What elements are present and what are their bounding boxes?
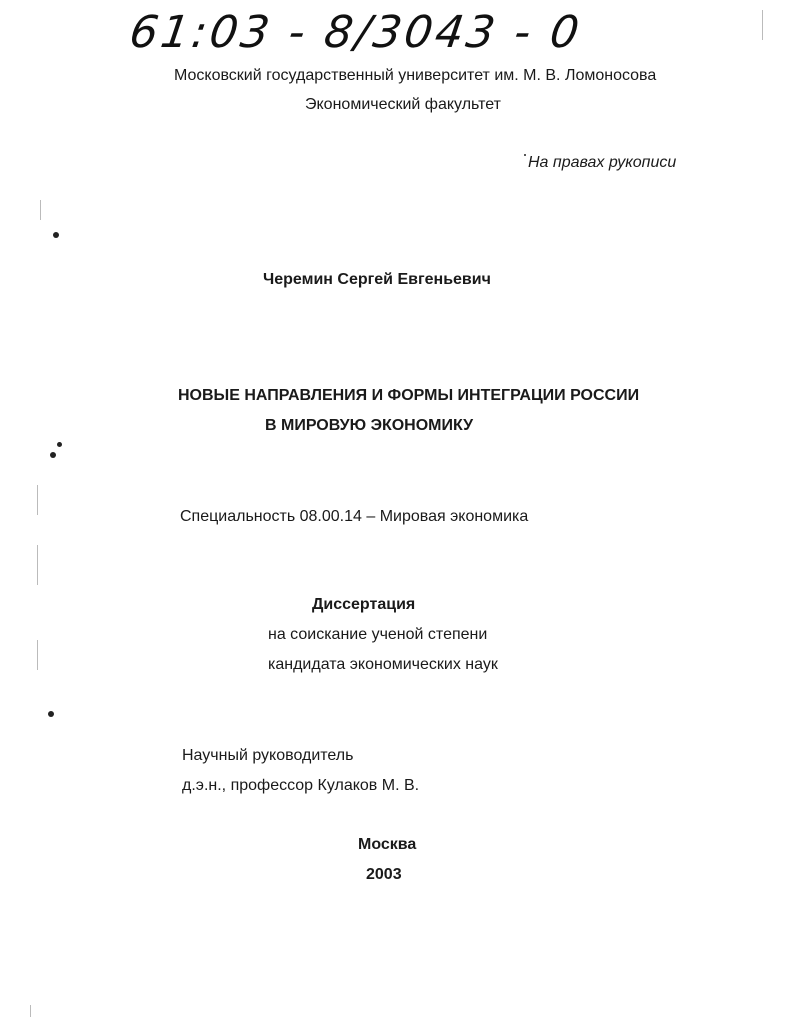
degree-label: Диссертация [312, 596, 416, 613]
supervisor-name: д.э.н., профессор Кулаков М. В. [182, 777, 420, 794]
author-name: Черемин Сергей Евгеньевич [263, 271, 491, 288]
scan-speck [50, 452, 56, 458]
degree-line-1: на соискание ученой степени [268, 626, 488, 643]
rights-note: На правах рукописи [528, 154, 677, 171]
faculty-name: Экономический факультет [305, 96, 501, 113]
scan-speck [53, 232, 59, 238]
title-line-1: НОВЫЕ НАПРАВЛЕНИЯ И ФОРМЫ ИНТЕГРАЦИИ РОССИИ [178, 387, 640, 404]
city: Москва [358, 836, 417, 853]
scan-edge-line [37, 640, 38, 670]
scan-edge-line [762, 10, 763, 40]
scan-edge-line [37, 485, 38, 515]
scan-edge-line [40, 200, 41, 220]
degree-line-2: кандидата экономических наук [268, 656, 498, 673]
scan-edge-line [37, 545, 38, 585]
title-line-2: В МИРОВУЮ ЭКОНОМИКУ [265, 417, 474, 434]
specialty: Специальность 08.00.14 – Мировая экономика [180, 508, 529, 525]
handwritten-catalog-code: 61:03 - 8/3043 - 0 [126, 7, 585, 58]
university-name: Московский государственный университет им. М. В. Ломоносова [174, 67, 657, 84]
scan-edge-line [30, 1005, 31, 1017]
scan-speck [57, 442, 62, 447]
scan-speck [524, 154, 526, 156]
scan-speck [48, 711, 54, 717]
year: 2003 [366, 866, 402, 883]
supervisor-label: Научный руководитель [182, 747, 354, 764]
